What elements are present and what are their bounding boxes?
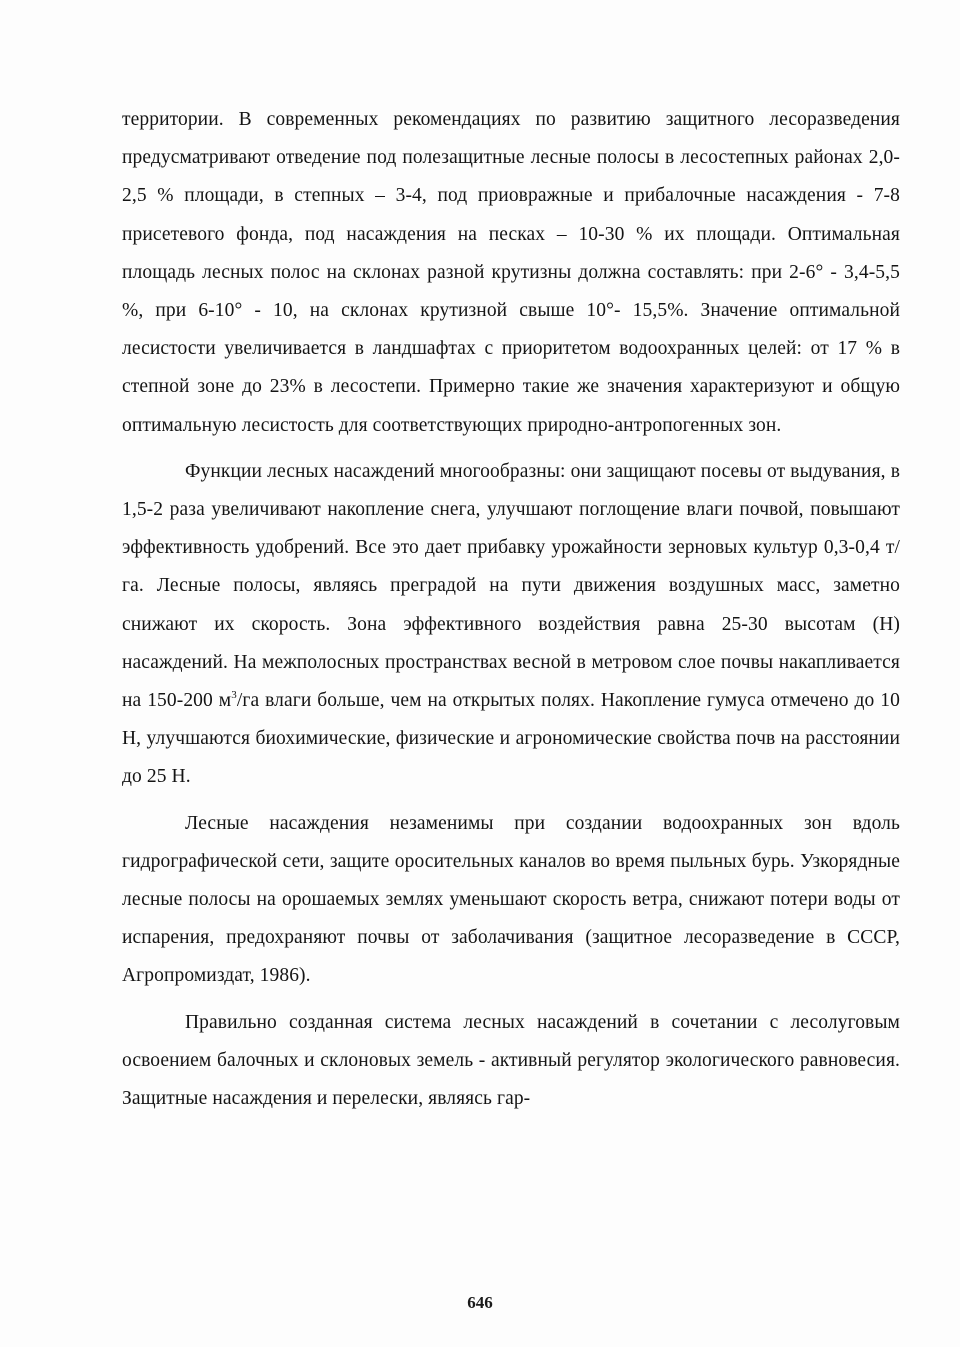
paragraph-continuation: территории. В современных рекомендациях по развитию защитного лесоразведения предусматривают отведение под полезащитные лесные полосы в лесостепных районах 2,0-2,5 % площади, в степных – 3-4, под приовражные и прибалочные насаждения - 7-8 присетевого фонда, под насаждения на песках – 10-30 % их площади. Оптимальная площадь лесных полос на склонах разной крутизны должна составлять: при 2-6° - 3,4-5,5 %, при 6-10° - 10, на склонах крутизной свыше 10°- 15,5%. Значение оптимальной лесистости увеличивается в ландшафтах с приоритетом водоохранных целей: от 17 % в степной зоне до 23% в лесостепи. Примерно такие же значения характеризуют и общую оптимальную лесистость для соответствующих природно-антропогенных зон. — [122, 109, 900, 436]
paragraph-functions-text-1: Функции лесных насаждений многообразны: они защищают посевы от выдувания, в 1,5-2 раза увеличивают накопление снега, улучшают поглощение влаги почвой, повышают эффективность удобрений. Все это дает прибавку урожайности зерновых культур 0,3-0,4 т/га. Лесные полосы, являясь преградой на пути движения воздушных масс, заметно снижают их скорость. Зона эффективного воздействия равна 25-30 высотам (Н) насаждений. На межполосных пространствах весной в метровом слое почвы накапливается на 150-200 м — [122, 460, 900, 712]
paragraph-functions — [122, 453, 900, 797]
unit-superscript: 3 — [231, 689, 237, 702]
paragraph-system: Правильно созданная система лесных насаждений в сочетании с лесолуговым освоением балочных и склоновых земель - активный регулятор экологического равновесия. Защитные насаждения и перелески, являясь гар- — [122, 1011, 900, 1110]
page-number: 646 — [467, 1293, 493, 1312]
paragraph-functions-text-2: /га влаги больше, чем на открытых полях. Накопление гумуса отмечено до 10 Н, улучшаются биохимические, физические и агрономические свойства почв на расстоянии до 25 Н. — [122, 690, 901, 788]
body-text — [122, 101, 900, 1118]
paragraph-water-protection: Лесные насаждения незаменимы при создании водоохранных зон вдоль гидрографической сети, защите оросительных каналов во время пыльных бурь. Узкорядные лесные полосы на орошаемых землях уменьшают скорость ветра, снижают потери воды от испарения, предохраняют почвы от заболачивания (защитное лесоразведение в СССР, Агропромиздат, 1986). — [122, 812, 900, 987]
